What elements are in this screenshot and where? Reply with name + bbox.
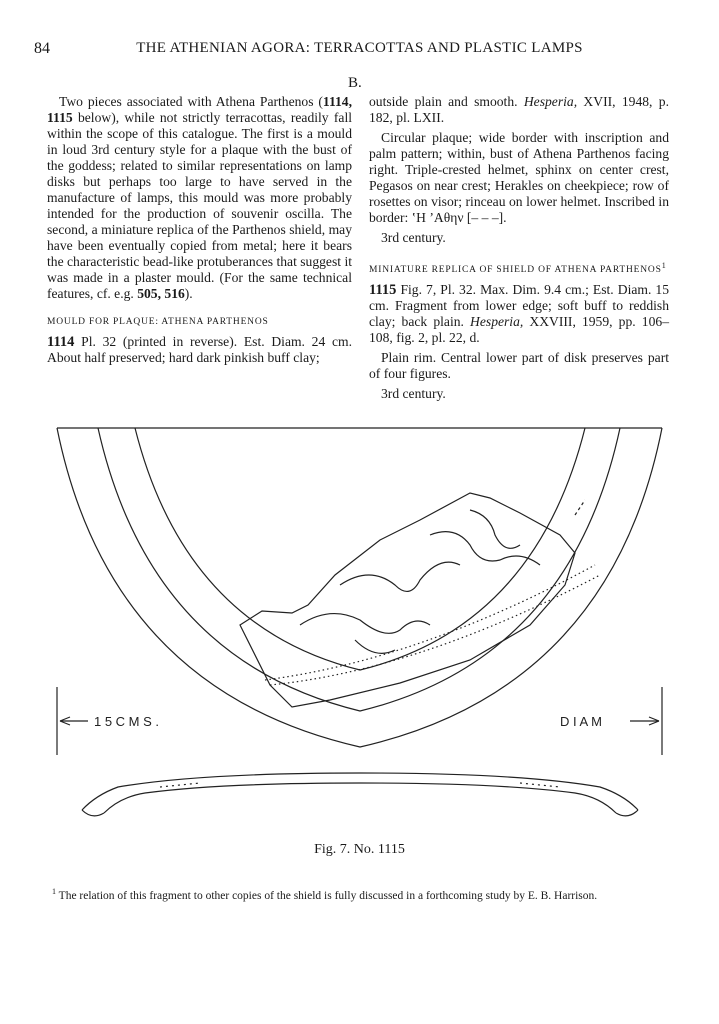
footnote-marker: 1	[661, 261, 667, 270]
figure-7-drawing	[0, 415, 719, 825]
entry-1114-continued: outside plain and smooth. Hesperia, XVII, 1948, p. 182, pl. LXII.	[369, 94, 669, 125]
intro-paragraph: Two pieces associated with Athena Parthenos (1114, 1115 below), while not strictly terracottas, readily fall within the scope of this catalogue. The first is a mould in loud 3rd century style for a plaque with the bust of the goddess; related to similar representations on lamp disks but perhaps too large to have served in the manufacture of lamps, this mould was more probably intended for the production of souvenir oscilla. The second, a miniature replica of the Parthenos shield, may have been eventually copied from metal; here it bears the characteristic bead-like protuberances that suggest it was made in a plaster mould. (For the same technical features, cf. e.g. 505, 516).	[47, 94, 352, 301]
figure-relief	[355, 640, 395, 653]
disk-edge-arc	[135, 428, 585, 670]
entry-1114-date: 3rd century.	[381, 230, 446, 245]
figure-relief	[470, 510, 520, 548]
dashed-extension	[575, 500, 585, 515]
catalogue-number: 1115	[369, 282, 397, 299]
fragment-outline	[240, 493, 575, 707]
profile-section	[104, 783, 616, 813]
figure-caption: Fig. 7. No. 1115	[314, 842, 405, 857]
entry-1114-text: 1114 Pl. 32 (printed in reverse). Est. Diam. 24 cm. About half preserved; hard dark pinkish buff clay;	[47, 334, 352, 365]
right-column	[369, 94, 669, 406]
section-letter: B.	[348, 75, 362, 91]
left-column	[47, 94, 352, 370]
outer-rim-arc	[57, 428, 662, 747]
figure-relief	[300, 614, 430, 634]
entry-1115-description: Plain rim. Central lower part of disk preserves part of four figures.	[369, 350, 669, 382]
profile-section	[82, 810, 104, 816]
profile-dashes	[160, 783, 200, 787]
catalogue-reference: 1114, 1115	[47, 94, 352, 125]
entry-heading-1114: MOULD FOR PLAQUE: ATHENA PARTHENOS	[47, 317, 269, 327]
entry-1114-description: Circular plaque; wide border with inscription and palm pattern; within, bust of Athena Parthenos facing right. Triple-crested helmet, sphinx on center crest, Pegasos on near crest; Herakles on cheekpiece; row of rosettes on visor; rinceau on lower helmet. Inscribed in border: ʽH ʼAθην [– – –].	[369, 130, 669, 225]
scale-left-label: 1 5 C M S .	[94, 714, 160, 729]
inner-rim-arc	[98, 428, 620, 711]
entry-1115-date: 3rd century.	[381, 386, 446, 402]
figure-relief	[430, 532, 540, 565]
entry-heading-1115: MINIATURE REPLICA OF SHIELD OF ATHENA PARTHENOS$^1$	[369, 261, 667, 276]
scale-right-label: D I A M	[560, 714, 602, 729]
profile-dashes	[520, 783, 560, 787]
page-header	[28, 40, 691, 62]
shield-fragment-drawing	[0, 415, 719, 825]
footnote-marker: 1	[52, 887, 56, 896]
running-title: THE ATHENIAN AGORA: TERRACOTTAS AND PLASTIC LAMPS	[136, 40, 583, 56]
profile-section	[616, 810, 638, 816]
bead-row	[265, 565, 595, 680]
catalogue-reference: 505, 516	[137, 286, 185, 301]
profile-section	[82, 773, 638, 810]
catalogue-number: 1114	[47, 334, 75, 350]
footnote: $^1$ The relation of this fragment to other copies of the shield is fully discussed in a forthcoming study by E. B. Harrison.	[52, 887, 598, 902]
figure-relief	[340, 562, 460, 591]
page-number: 84	[34, 40, 50, 57]
entry-1115-text: 1115 Fig. 7, Pl. 32. Max. Dim. 9.4 cm.; Est. Diam. 15 cm. Fragment from lower edge; soft buff to reddish clay; back plain. Hesperia, XXVIII, 1959, pp. 106–108, fig. 2, pl. 22, d.	[369, 282, 669, 346]
